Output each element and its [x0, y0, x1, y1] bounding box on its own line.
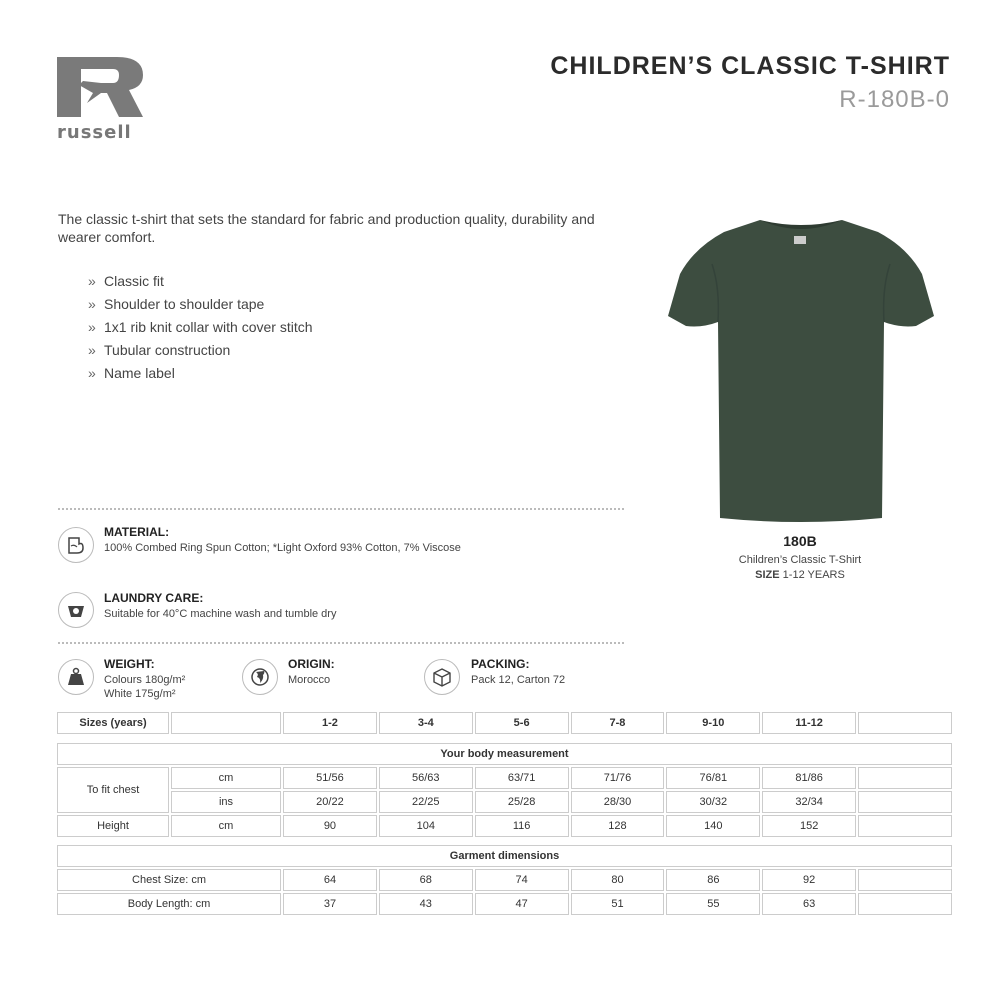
garment-title: Garment dimensions [57, 845, 952, 867]
shirt-name: Children’s Classic T-Shirt [738, 554, 862, 566]
list-item: » Name label [88, 365, 175, 381]
table-row [57, 845, 952, 867]
globe-icon [242, 659, 278, 695]
table-cell: 92 [762, 869, 856, 891]
list-item: » Tubular construction [88, 342, 231, 358]
table-cell: 71/76 [571, 767, 665, 789]
fabric-icon [58, 527, 94, 563]
table-cell: 152 [762, 815, 856, 837]
size-header-table [55, 710, 954, 736]
list-item: » Shoulder to shoulder tape [88, 296, 265, 312]
list-item: » Classic fit [88, 273, 164, 289]
garment-dimensions-table [55, 843, 954, 917]
table-cell: 80 [571, 869, 665, 891]
table-row [57, 743, 952, 765]
body-length-label: Body Length: cm [57, 893, 281, 915]
brand-name: russell [57, 122, 132, 143]
tshirt-image [668, 218, 934, 524]
table-row [57, 712, 952, 734]
box-icon [424, 659, 460, 695]
list-item: » 1x1 rib knit collar with cover stitch [88, 319, 313, 335]
unit-cell: cm [171, 815, 281, 837]
table-cell: 47 [475, 893, 569, 915]
brand-logo [57, 57, 145, 143]
table-cell: 56/63 [379, 767, 473, 789]
packing-label: PACKING: [471, 657, 530, 671]
origin-label: ORIGIN: [288, 657, 335, 671]
table-cell: 51 [571, 893, 665, 915]
table-cell: 116 [475, 815, 569, 837]
table-cell: 37 [283, 893, 377, 915]
height-label: Height [57, 815, 169, 837]
shirt-size: SIZE 1-12 YEARS [755, 569, 845, 581]
feature-list [88, 272, 313, 387]
table-cell: 128 [571, 815, 665, 837]
unit-cell: cm [171, 767, 281, 789]
body-measurement-title: Your body measurement [57, 743, 952, 765]
table-cell: 104 [379, 815, 473, 837]
product-title: CHILDREN’S CLASSIC T-SHIRT [550, 52, 950, 80]
product-description: The classic t-shirt that sets the standard for fabric and production quality, durability and wearer comfort. [58, 211, 595, 245]
size-cell: 9-10 [666, 712, 760, 734]
table-row [57, 815, 952, 837]
table-cell: 28/30 [571, 791, 665, 813]
product-code: R-180B-0 [839, 86, 950, 113]
table-row [57, 893, 952, 915]
table-cell: 76/81 [666, 767, 760, 789]
size-cell: 7-8 [571, 712, 665, 734]
table-cell: 43 [379, 893, 473, 915]
table-cell: 32/34 [762, 791, 856, 813]
weight-icon [58, 659, 94, 695]
table-cell: 86 [666, 869, 760, 891]
table-cell: 90 [283, 815, 377, 837]
table-cell: 20/22 [283, 791, 377, 813]
packing-value: Pack 12, Carton 72 [471, 674, 566, 686]
unit-cell: ins [171, 791, 281, 813]
table-cell: 51/56 [283, 767, 377, 789]
size-cell: 11-12 [762, 712, 856, 734]
size-cell: 3-4 [379, 712, 473, 734]
size-cell: 1-2 [283, 712, 377, 734]
body-measurement-table [55, 741, 954, 839]
material-label: MATERIAL: [104, 525, 170, 539]
table-row [57, 869, 952, 891]
table-cell: 25/28 [475, 791, 569, 813]
table-cell: 81/86 [762, 767, 856, 789]
divider [58, 642, 624, 644]
table-cell: 22/25 [379, 791, 473, 813]
material-value: 100% Combed Ring Spun Cotton; *Light Oxford 93% Cotton, 7% Viscose [104, 542, 461, 554]
table-cell: 140 [666, 815, 760, 837]
shirt-code: 180B [783, 533, 817, 549]
divider [58, 508, 624, 510]
laundry-value: Suitable for 40°C machine wash and tumble dry [104, 608, 337, 620]
table-cell: 63/71 [475, 767, 569, 789]
russell-logo-icon [57, 57, 145, 117]
table-cell: 63 [762, 893, 856, 915]
weight-label: WEIGHT: [104, 657, 155, 671]
table-row [57, 791, 952, 813]
table-cell: 30/32 [666, 791, 760, 813]
table-row [57, 767, 952, 789]
laundry-label: LAUNDRY CARE: [104, 591, 204, 605]
weight-line1: Colours 180g/m² [104, 674, 186, 686]
table-cell: 64 [283, 869, 377, 891]
washing-icon [58, 592, 94, 628]
origin-value: Morocco [288, 674, 331, 686]
table-cell: 55 [666, 893, 760, 915]
chest-label: To fit chest [57, 767, 169, 813]
sizes-header: Sizes (years) [57, 712, 169, 734]
table-cell: 74 [475, 869, 569, 891]
weight-line2: White 175g/m² [104, 688, 176, 700]
table-cell: 68 [379, 869, 473, 891]
chest-size-label: Chest Size: cm [57, 869, 281, 891]
size-cell: 5-6 [475, 712, 569, 734]
